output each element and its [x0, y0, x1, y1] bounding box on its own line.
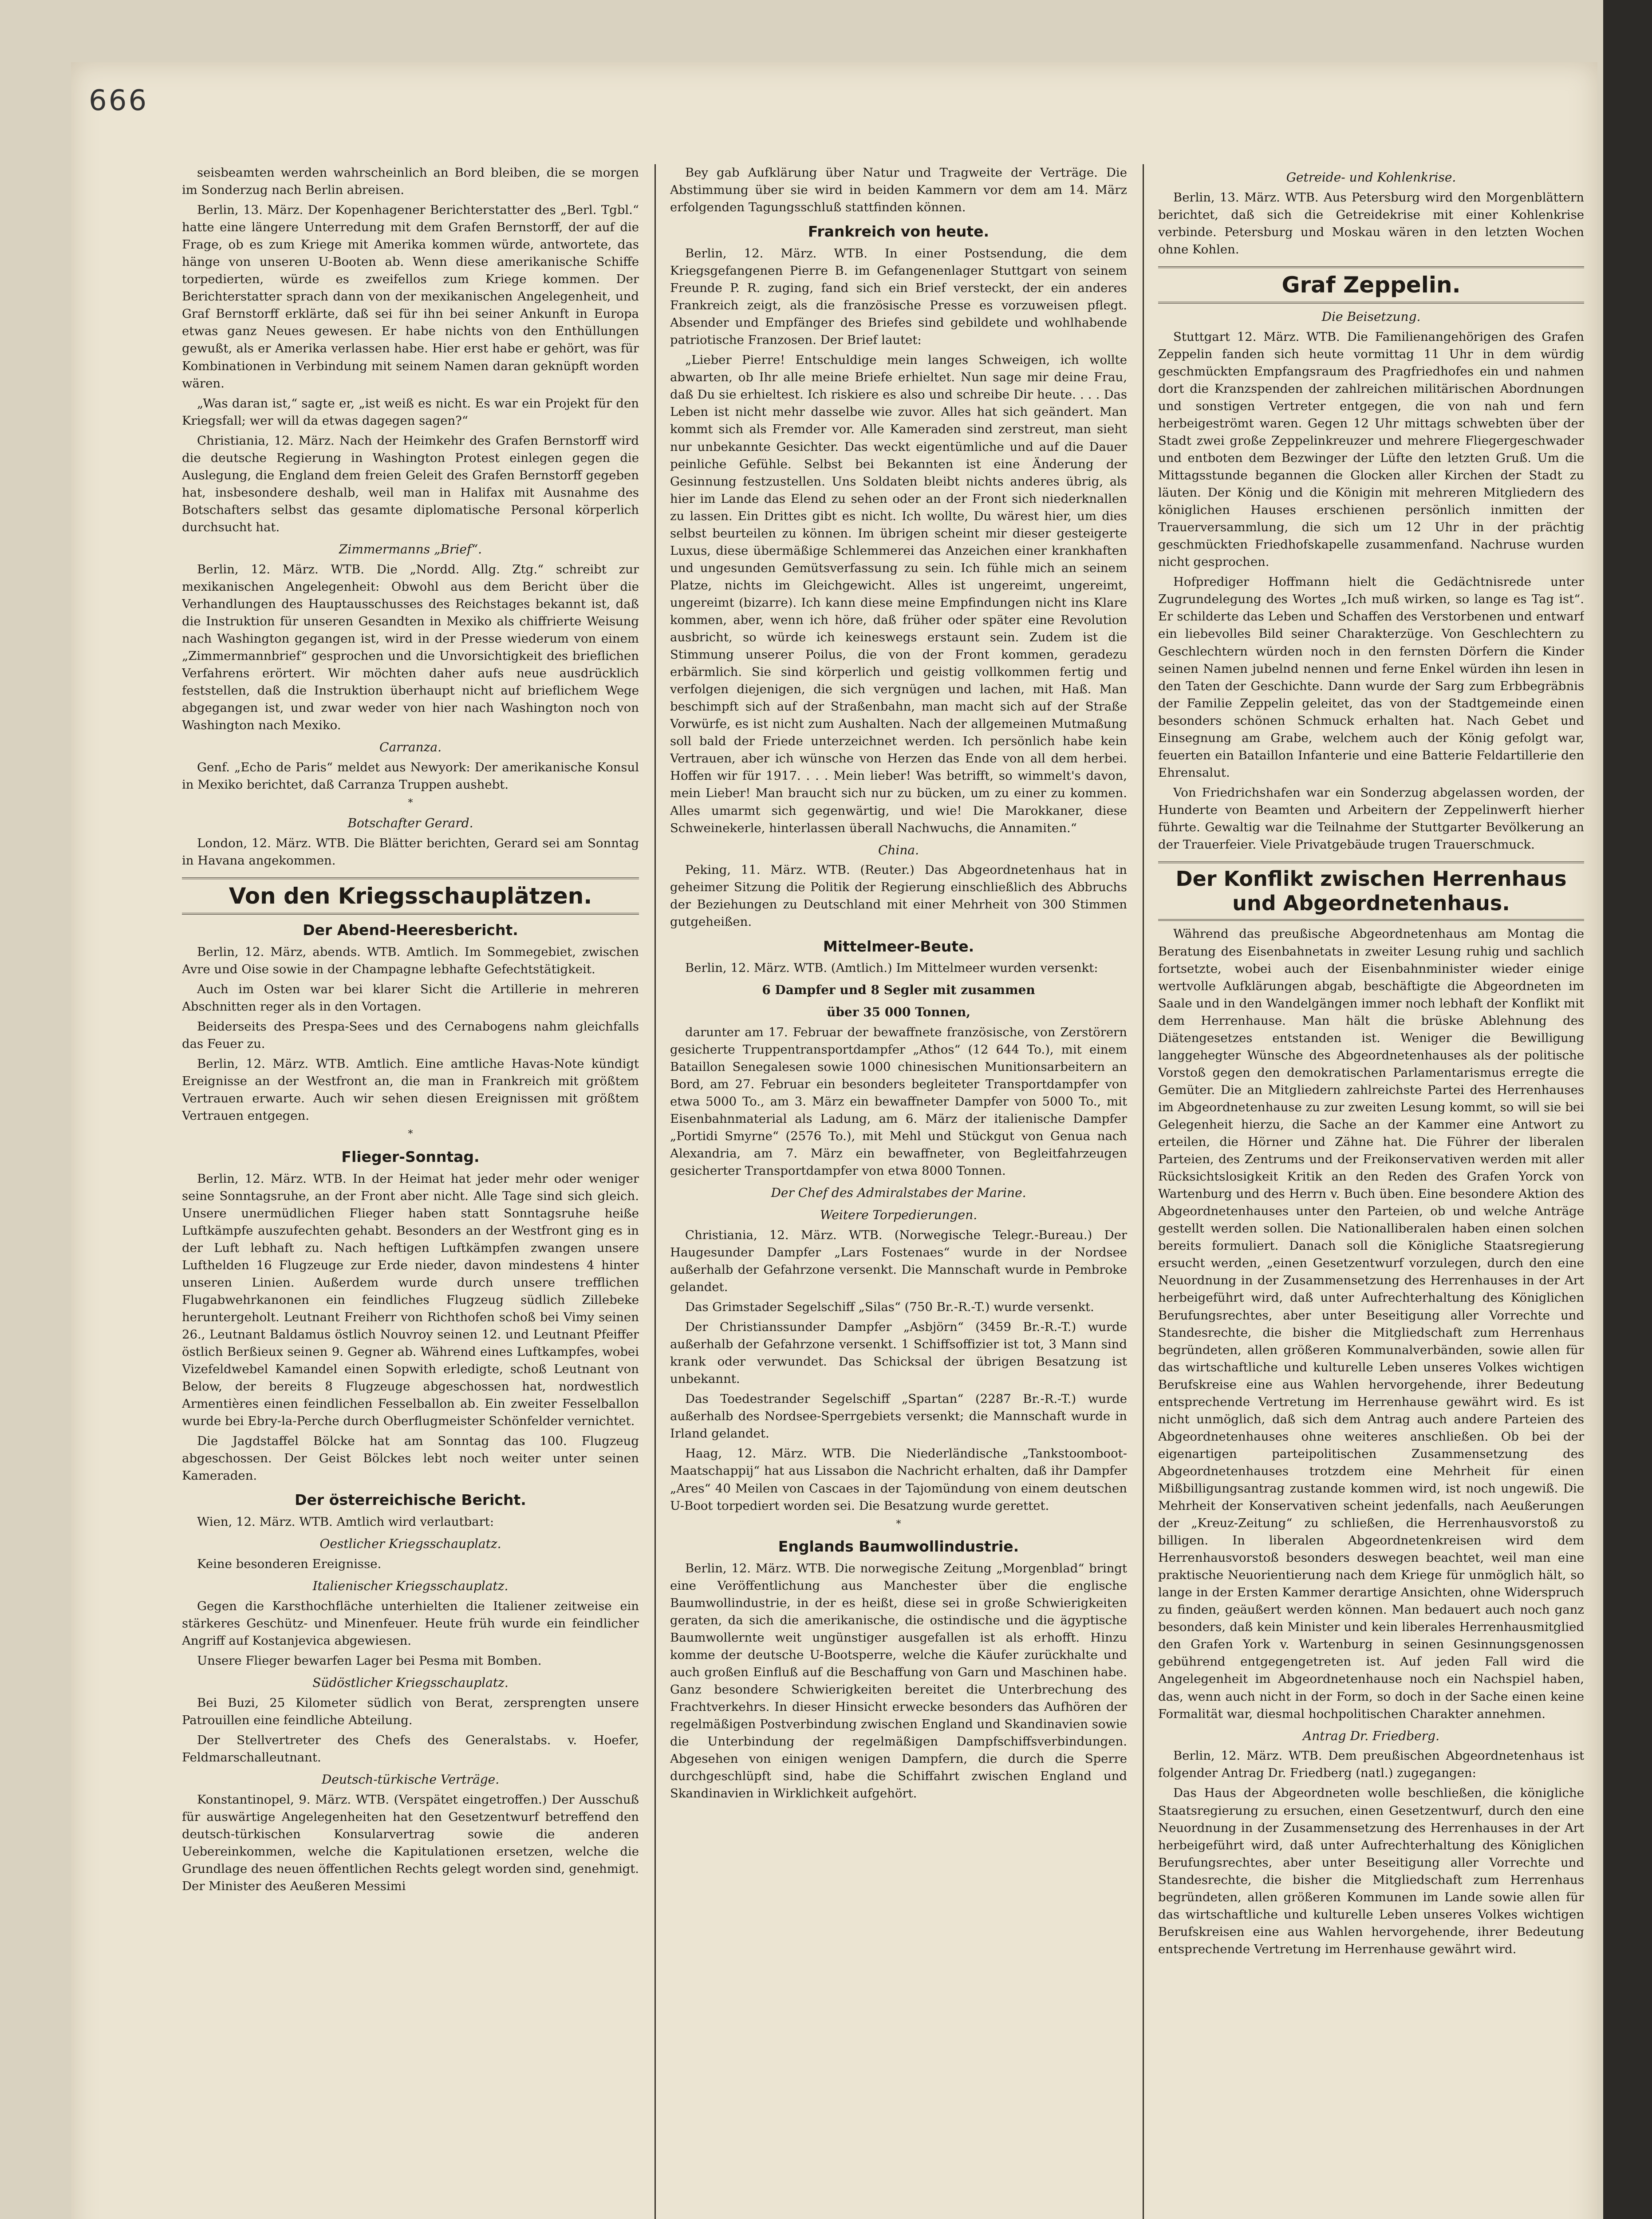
paragraph: Unsere Flieger bewarfen Lager bei Pesma mit Bomben. — [197, 1653, 542, 1668]
paragraph: Die Jagdstaffel Bölcke hat am Sonntag das 100. Flugzeug abgeschossen. Der Geist Bölckes lebt noch weiter unter seinen Kameraden. — [182, 1434, 639, 1483]
subsection-heading: Deutsch-türkische Verträge. — [321, 1772, 500, 1787]
major-headline: Von den Kriegsschauplätzen. — [182, 877, 639, 915]
paragraph: Christiania, 12. März. Nach der Heimkehr des Grafen Bernstorff wird die deutsche Regierung in Washington Protest einlegen gegen die Auslegung, die England dem freien Geleit des Grafen Bernstorff gegeben hat, insbesondere deshalb, weil man in Halifax mit Ausnahme des Botschafters selbst das gesamte diplomatische Personal körperlich durchsucht hat. — [182, 433, 639, 534]
paragraph: Berlin, 12. März. WTB. (Amtlich.) Im Mittelmeer wurden versenkt: — [685, 961, 1098, 975]
section-heading: Botschafter Gerard. — [347, 816, 473, 831]
column-rule — [654, 164, 656, 2219]
paragraph: Bey gab Aufklärung über Natur und Tragweite der Verträge. Die Abstimmung über sie wird in beiden Kammern vor dem am 14. März erfolgenden Tagungsschluß stattfinden können. — [670, 166, 1127, 215]
paragraph: Genf. „Echo de Paris“ meldet aus Newyork: Der amerikanische Konsul in Mexiko berichtet, daß Carranza Truppen aushebt. — [182, 760, 639, 792]
major-headline: Graf Zeppelin. — [1158, 266, 1584, 304]
paragraph: Berlin, 12. März. WTB. Dem preußischen Abgeordnetenhaus ist folgender Antrag Dr. Friedberg (natl.) zugegangen: — [1158, 1749, 1584, 1781]
paragraph: Bei Buzi, 25 Kilometer südlich von Berat, zersprengten unsere Patrouillen eine feindliche Abteilung. — [182, 1695, 639, 1727]
subsection-heading: Italienischer Kriegsschauplatz. — [312, 1579, 509, 1594]
paragraph: Keine besonderen Ereignisse. — [197, 1557, 382, 1571]
separator-star: * — [408, 1129, 413, 1140]
page-number: 666 — [89, 84, 149, 117]
paragraph: Das Toedestrander Segelschiff „Spartan“ (2287 Br.-R.-T.) wurde außerhalb des Nordsee-Sperrgebiets versenkt; die Mannschaft wurde in Irland gelandet. — [670, 1392, 1127, 1441]
paragraph: Berlin, 12. März. WTB. Die norwegische Zeitung „Morgenblad“ bringt eine Veröffentlichung aus Manchester über die englische Baumwollindustrie, in der es heißt, diese sei in große Schwierigkeiten geraten, da sich die amerikanische, die ostindische und die ägyptische Baumwollernte weit ungünstiger ausgefallen ist als erhofft. Hinzu komme der deutsche U-Bootsperre, welche die Käufer zurückhalte und auch großen Einfluß auf die Beschaffung von Garn und Maschinen habe. Ganz besondere Schwierigkeiten bereitet die Unterbrechung des Frachtverkehrs. In dieser Hinsicht erwecke besonders das Aufhören der regelmäßigen Postverbindung zwischen England und Skandinavien sowie die Unterbindung der regelmäßigen Dampfschiffsverbindungen. Abgesehen von einigen wenigen Dampfern, die durch die Sperre durchgeschlüpft sind, habe die Schiffahrt zwischen England und Skandinavien in Wirklichkeit aufgehört. — [670, 1561, 1127, 1801]
highlight-line: über 35 000 Tonnen, — [826, 1005, 971, 1020]
paragraph: Berlin, 12. März. WTB. In einer Postsendung, die dem Kriegsgefangenen Pierre B. im Gefangenenlager Stuttgart von seinem Freunde P. R. zuging, fand sich ein Brief versteckt, der ein anderes Frankreich zeigt, als die französische Presse es vorzuweisen pflegt. Absender und Empfänger des Briefes sind gebildete und wohlhabende patriotische Franzosen. Der Brief lautet: — [670, 246, 1127, 347]
headline-line: Der Konflikt zwischen Herrenhaus — [1175, 867, 1567, 891]
subsection-heading: Oestlicher Kriegsschauplatz. — [319, 1536, 501, 1552]
scanner-edge — [1603, 0, 1652, 2219]
paragraph: Der Stellvertreter des Chefs des Generalstabs. v. Hoefer, Feldmarschalleutnant. — [182, 1733, 639, 1765]
paragraph: Hofprediger Hoffmann hielt die Gedächtnisrede unter Zugrundelegung des Wortes „Ich muß wirken, so lange es Tag ist“. Er schilderte das Leben und Schaffen des Verstorbenen und entwarf ein liebevolles Bild seiner Charakterzüge. Von Geschlechtern zu Geschlechtern würden noch in den fernsten Dörfern die Kinder seinen Namen jubelnd nennen und ferne Enkel würden ihn lesen in den Taten der Geschichte. Dann wurde der Sarg zum Erbbegräbnis der Familie Zeppelin geleitet, das von der Stadtgemeinde einen besonders schönen Schmuck erhalten hat. Nach Gebet und Einsegnung am Grabe, welchem auch der König gefolgt war, feuerten ein Bataillon Infanterie und eine Batterie Feldartillerie den Ehrensalut. — [1158, 575, 1584, 780]
paragraph: Das Grimstader Segelschiff „Silas“ (750 Br.-R.-T.) wurde versenkt. — [685, 1300, 1094, 1315]
paragraph: Stuttgart 12. März. WTB. Die Familienangehörigen des Grafen Zeppelin fanden sich heute vormittag 11 Uhr in dem würdig geschmückten Empfangsraum des Pragfriedhofes ein und nahmen dort die Kranzspenden der zahlreichen militärischen Abordnungen und sonstigen Vertreter entgegen, die von nah und fern herbeigeströmt waren. Gegen 12 Uhr mittags schwebten über der Stadt zwei große Zeppelinkreuzer und mehrere Fliegergeschwader und entboten dem Bezwinger der Lüfte den letzten Gruß. Um die Mittagsstunde begannen die Glocken aller Kirchen der Stadt zu läuten. Der König und die Königin mit mehreren Mitgliedern des königlichen Hauses erschienen persönlich inmitten der Trauerversammlung, die sich um 12 Uhr in der prächtig geschmückten Friedhofskapelle zusammenfand. Nachruse wurden nicht gesprochen. — [1158, 329, 1584, 569]
section-heading: Flieger-Sonntag. — [341, 1148, 480, 1165]
paragraph: Berlin, 13. März. WTB. Aus Petersburg wird den Morgenblättern berichtet, daß sich die Getreidekrise mit einer Kohlenkrise verbinde. Petersburg und Moskau wären in den letzten Wochen ohne Kohlen. — [1158, 190, 1584, 257]
subsection-heading: Weitere Torpedierungen. — [820, 1208, 978, 1223]
paragraph: Wien, 12. März. WTB. Amtlich wird verlautbart: — [197, 1515, 494, 1529]
paragraph: Der Christianssunder Dampfer „Asbjörn“ (3459 Br.-R.-T.) wurde außerhalb der Gefahrzone versenkt. 1 Schiffsoffizier ist tot, 3 Mann sind krank oder verwundet. Das Schicksal der übrigen Besatzung ist unbekannt. — [670, 1320, 1127, 1386]
paragraph: London, 12. März. WTB. Die Blätter berichten, Gerard sei am Sonntag in Havana angekommen. — [182, 836, 639, 868]
headline-line: und Abgeordnetenhaus. — [1232, 891, 1510, 916]
paragraph: Haag, 12. März. WTB. Die Niederländische „Tankstoomboot-Maatschappij“ hat aus Lissabon die Nachricht erhalten, daß ihr Dampfer „Ares“ 40 Meilen von Cascaes in der Tajomündung von einem deutschen U-Boot torpediert worden sei. Die Besatzung wurde gerettet. — [670, 1446, 1127, 1513]
signature-line: Der Chef des Admiralstabes der Marine. — [771, 1185, 1026, 1200]
section-heading: Antrag Dr. Friedberg. — [1303, 1728, 1439, 1743]
highlight-line: 6 Dampfer und 8 Segler mit zusammen — [762, 983, 1035, 998]
paragraph: darunter am 17. Februar der bewaffnete französische, von Zerstörern gesicherte Truppentransportdampfer „Athos“ (12 644 To.), mit einem Bataillon Senegalesen sowie 1000 chinesischen Munitionsarbeitern an Bord, am 27. Februar ein besonders begleiteter Transportdampfer von etwa 5000 To., am 3. März ein bewaffneter Dampfer von 5000 To., mit Eisenbahnmaterial als Ladung, am 6. März der italienische Dampfer „Portidi Smyrne“ (2576 To.), mit Mehl und Stückgut von Genua nach Alexandria, am 7. März ein bewaffneter, von Begleitfahrzeugen gesicherter Transportdampfer von etwa 8000 Tonnen. — [670, 1025, 1127, 1178]
paragraph: „Was daran ist,“ sagte er, „ist weiß es nicht. Es war ein Projekt für den Kriegsfall; wer will da etwas dagegen sagen?“ — [182, 396, 639, 428]
paragraph: „Lieber Pierre! Entschuldige mein langes Schweigen, ich wollte abwarten, ob Ihr alle meine Briefe erhieltet. Nun sage mir deine Frau, daß Du sie erhieltest. Ich riskiere es also und schreibe Dir heute. . . . Das Leben ist nicht mehr dasselbe wie zuvor. Alles hat sich geändert. Man kommt sich als Fremder vor. Alle Kameraden sind zerstreut, man sieht nur unbekannte Gesichter. Das weckt eigentümliche und auf die Dauer peinliche Gefühle. Selbst bei Bekannten ist eine Änderung der Gesinnung festzustellen. Uns Soldaten bleibt nichts anderes übrig, als hier im Lande das Elend zu sehen oder an der Front sich niederknallen zu lassen. Ein Drittes gibt es nicht. Ich wollte, Du wärest hier, um dies selbst beurteilen zu können. Im übrigen scheint mir dieser gesteigerte Luxus, diese übermäßige Schlemmerei das Anzeichen einer krankhaften und ungesunden Gemütsverfassung zu sein. Ich fühle mich an seinem Platze, nichts im Gleichgewicht. Alles ist ungereimt, ungereimt, ungereimt (bizarre). Ich kann diese meine Empfindungen nicht ins Klare kommen, aber, wenn ich höre, daß früher oder später eine Revolution ausbricht, so würde ich keineswegs erstaunt sein. Zudem ist die Stimmung unserer Poilus, die von der Front kommen, geradezu erbärmlich. Sie sind körperlich und geistig vollkommen fertig und verfolgen diejenigen, die sich vergnügen und lachen, mit Haß. Man beschimpft sich auf der Straßenbahn, man macht sich auf der Straße Vorwürfe, es ist nicht zum Aushalten. Nach der allgemeinen Mutmaßung soll bald der Friede unterzeichnet werden. Ich persönlich habe kein Vertrauen, aber ich wünsche von Herzen das Ende von all dem herbei. Hoffen wir für 1917. . . . Mein lieber! Was betrifft, so wimmelt's davon, mein Lieber! Man braucht sich nur zu bücken, um zu einer zu kommen. Alles umarmt sich gegenwärtig, und wie! Die Marokkaner, diese Schweinekerle, hinterlassen überall Nachwuchs, die Annamiten.“ — [670, 353, 1127, 835]
section-heading: Carranza. — [379, 740, 442, 755]
column-3 — [1158, 164, 1584, 2219]
section-heading: Mittelmeer-Beute. — [823, 937, 974, 955]
paragraph: Konstantinopel, 9. März. WTB. (Verspätet eingetroffen.) Der Ausschuß für auswärtige Angelegenheiten hat den Gesetzentwurf betreffend den deutsch-türkischen Konsularvertrag sowie die anderen Uebereinkommen, welche die Kapitulationen ersetzen, welche die Grundlage des neuen öffentlichen Rechts gelegt worden sind, genehmigt. Der Minister des Aeußeren Messimi — [182, 1792, 639, 1893]
section-heading: Getreide- und Kohlenkrise. — [1286, 170, 1456, 185]
column-1 — [182, 164, 639, 2219]
column-rule — [1143, 164, 1144, 2219]
major-headline — [1158, 861, 1584, 921]
separator-star: * — [408, 798, 413, 809]
paragraph: Das Haus der Abgeordneten wolle beschließen, die königliche Staatsregierung zu ersuchen, einen Gesetzentwurf, durch den eine Neuordnung in der Zusammensetzung des Herrenhauses in der Art herbeigeführt wird, daß unter Aufrechterhaltung des Königlichen Berufungsrechtes, aber unter Beseitigung aller Vorrechte und Standesrechte, die bisher die Mitgliedschaft zum Herrenhaus begründeten, allen größeren Kommunen im Lande sowie allen für das wirtschaftliche und kulturelle Leben unseres Volkes wichtigen Berufskreisen eine aus Wahlen hervorgehende, ihrer Bedeutung entsprechende Vertretung im Herrenhause gewährt wird. — [1158, 1786, 1584, 1956]
section-heading: China. — [878, 842, 919, 857]
paragraph: Christiania, 12. März. WTB. (Norwegische Telegr.-Bureau.) Der Haugesunder Dampfer „Lars Fostenaes“ wurde in der Nordsee außerhalb der Gefahrzone versenkt. Die Mannschaft wurde in Pembroke gelandet. — [670, 1228, 1127, 1294]
paragraph: Peking, 11. März. WTB. (Reuter.) Das Abgeordnetenhaus hat in geheimer Sitzung die Politik der Regierung einschließlich des Abbruchs der Beziehungen zu Deutschland mit einer Mehrheit von 300 Stimmen gutgeheißen. — [670, 863, 1127, 929]
column-2 — [670, 164, 1127, 2219]
paragraph: Berlin, 12. März. WTB. Amtlich. Eine amtliche Havas-Note kündigt Ereignisse an der Westfront an, die man in Frankreich mit größtem Vertrauen erwarte. Auch wir sehen diesen Ereignissen mit größtem Vertrauen entgegen. — [182, 1057, 639, 1123]
paragraph: Berlin, 13. März. Der Kopenhagener Berichterstatter des „Berl. Tgbl.“ hatte eine längere Unterredung mit dem Grafen Bernstorff, der auf die Frage, ob es zum Kriege mit Amerika kommen würde, antwortete, das hänge von unseren U-Booten ab. Wenn diese amerikanische Schiffe torpedierten, würde es zweifellos zum Kriege kommen. Der Berichterstatter sprach dann von der mexikanischen Angelegenheit, und Graf Bernstorff erklärte, daß sei für ihn bei seiner Ankunft in Europa etwas ganz Neues gewesen. Er habe nichts von den Enthüllungen gewußt, als er Amerika verlassen habe. Hier erst habe er gehört, was für Kombinationen in Verbindung mit seinem Namen daran geknüpft worden wären. — [182, 203, 639, 391]
section-heading: Zimmermanns „Brief“. — [339, 541, 482, 557]
section-heading: Die Beisetzung. — [1321, 309, 1421, 324]
paragraph: seisbeamten werden wahrscheinlich an Bord bleiben, die se morgen im Sonderzug nach Berlin abreisen. — [182, 166, 639, 197]
section-heading: Frankreich von heute. — [808, 223, 990, 241]
paragraph: Auch im Osten war bei klarer Sicht die Artillerie in mehreren Abschnitten reger als in den Vortagen. — [182, 982, 639, 1014]
section-heading: Der Abend-Heeresbericht. — [303, 921, 518, 939]
paragraph: Gegen die Karsthochfläche unterhielten die Italiener zeitweise ein stärkeres Geschütz- und Minenfeuer. Heute früh wurde ein feindlicher Angriff auf Kostanjevica abgewiesen. — [182, 1599, 639, 1648]
section-heading: Englands Baumwollindustrie. — [778, 1537, 1019, 1555]
paragraph: Von Friedrichshafen war ein Sonderzug abgelassen worden, der Hunderte von Beamten und Arbeitern der Zeppelinwerft hierher führte. Gewaltig war die Teilnahme der Stuttgarter Bevölkerung an der Trauerfeier. Viele Privatgebäude trugen Trauerschmuck. — [1158, 785, 1584, 852]
paragraph: Während das preußische Abgeordnetenhaus am Montag die Beratung des Eisenbahnetats in zweiter Lesung ruhig und sachlich fortsetzte, wobei auch der Eisenbahnminister wieder einige wertvolle Aufklärungen abgab, beschäftigte die Abgeordneten im Saale und in den Wandelgängen immer noch lebhaft der Konflikt mit dem Herrenhause. Man hält die brüske Ablehnung des Diätengesetzes entstanden ist. Weniger die Bewilligung langgehegter Wünsche des Abgeordnetenhauses als der politische Vorstoß gegen den demokratischen Parlamentarismus erregte die Gemüter. Die an Mitgliedern zahlreichste Partei des Herrenhauses im Abgeordnetenhause zu zur zweiten Lesung kommt, so will sie bei Gelegenheit hierzu, die Sache an der Kammer eine Antwort zu erteilen, die Hörner und Zähne hat. Die Führer der liberalen Parteien, des Zentrums und der Freikonservativen werden mit aller Rücksichtslosigkeit Kritik an den Reden des Grafen Yorck von Wartenburg und des Herrn v. Buch üben. Eine besondere Aktion des Abgeordnetenhauses unter den Parteien, ob und welche Anträge gestellt werden sollen. Die Nationalliberalen haben einen solchen bereits formuliert. Danach soll die Königliche Staatsregierung ersucht werden, „einen Gesetzentwurf vorzulegen, durch den eine Neuordnung in der Zusammensetzung des Herrenhauses in der Art herbeigeführt wird, daß unter Aufrechterhaltung des Königlichen Berufungsrechtes, aber unter Beseitigung aller Vorrechte und Standesrechte, die bisher die Mitgliedschaft zum Herrenhaus begründeten, allen größeren Kommunalverbänden, sowie allen für das wirtschaftliche und kulturelle Leben unseres Volkes wichtigen Berufskreise eine aus Wahlen hervorgehende, ihrer Bedeutung entsprechende Vertretung im Herrenhause gewährt wird. Es ist nicht unmöglich, daß sich dem Antrag auch andere Parteien des Abgeordnetenhauses ohne weiteres anschließen. Ob bei der eigenartigen parteipolitischen Zusammensetzung des Abgeordnetenhauses trotzdem eine Mehrheit für einen Mißbilligungsantrag zustande kommen wird, ist noch ungewiß. Die Mehrheit der Konservativen scheint jedenfalls, nach Aeußerungen der „Kreuz-Zeitung“ zu schließen, die Herrenhausvorstoß zu billigen. In liberalen Abgeordnetenkreisen wird dem Herrenhausvorstoß besonders deswegen beachtet, weil man eine praktische Neuorientierung nach dem Kriege für unmöglich hält, so lange in der Ersten Kammer derartige Ansichten, ohne Widerspruch zu finden, geäußert werden können. Man bedauert auch noch ganz besonders, daß kein Minister und kein liberales Herrenhausmitglied den Grafen York v. Wartenburg in seinen Gesinnungsgenossen gebührend entgegengetreten ist. Auf jeden Fall wird die Angelegenheit im Abgeordnetenhause noch ein Nachspiel haben, das, wenn auch nicht in der Form, so doch in der Sache einen keine Formalität war, diesmal hochpolitischen Charakter annehmen. — [1158, 927, 1584, 1721]
subsection-heading: Südöstlicher Kriegsschauplatz. — [312, 1675, 509, 1690]
section-heading: Der österreichische Bericht. — [295, 1491, 526, 1509]
separator-star: * — [896, 1518, 901, 1530]
paragraph: Berlin, 12. März. WTB. In der Heimat hat jeder mehr oder weniger seine Sonntagsruhe, an der Front aber nicht. Alle Tage sind sich gleich. Unsere unermüdlichen Flieger haben statt Sonntagsruhe heiße Luftkämpfe auszufechten gehabt. Besonders an der Westfront ging es in der Luft lebhaft zu. Nach heftigen Luftkämpfen zwangen unsere Lufthelden 16 Flugzeuge zur Erde nieder, davon mindestens 4 hinter unseren Linien. Außerdem wurde durch unsere trefflichen Flugabwehrkanonen ein feindliches Flugzeug südlich Zillebeke heruntergeholt. Leutnant Freiherr von Richthofen schoß bei Vimy seinen 26., Leutnant Baldamus östlich Nouvroy seinen 12. und Leutnant Pfeiffer östlich Berßieux seinen 9. Gegner ab. Während eines Luftkampfes, wobei Vizefeldwebel Kamandel einen Sopwith erledigte, schoß Leutnant von Below, der bereits 8 Flugzeuge abgeschossen hat, nordwestlich Armentières einen feindlichen Fesselballon ab. Ein zweiter Fesselballon wurde bei Ebry-la-Perche durch Oberflugmeister Schönfelder vernichtet. — [182, 1171, 639, 1429]
paragraph: Berlin, 12. März. WTB. Die „Nordd. Allg. Ztg.“ schreibt zur mexikanischen Angelegenheit: Obwohl aus dem Bericht über die Verhandlungen des Hauptausschusses des Reichstages bekannt ist, daß die Instruktion für unseren Gesandten in Mexiko als chiffrierte Weisung nach Washington gegangen ist, wird in der Presse wiederum von einem „Zimmermannbrief“ gesprochen und die Unvorsichtigkeit des brieflichen Verfahrens erörtert. Wir möchten daher aufs neue ausdrücklich feststellen, daß die Instruktion überhaupt nicht auf brieflichem Wege abgegangen ist, und zwar weder von hier nach Washington noch von Washington nach Mexiko. — [182, 562, 639, 733]
paragraph: Beiderseits des Prespa-Sees und des Cernabogens nahm gleichfalls das Feuer zu. — [182, 1019, 639, 1051]
paragraph: Berlin, 12. März, abends. WTB. Amtlich. Im Sommegebiet, zwischen Avre und Oise sowie in der Champagne lebhafte Gefechtstätigkeit. — [182, 944, 639, 977]
